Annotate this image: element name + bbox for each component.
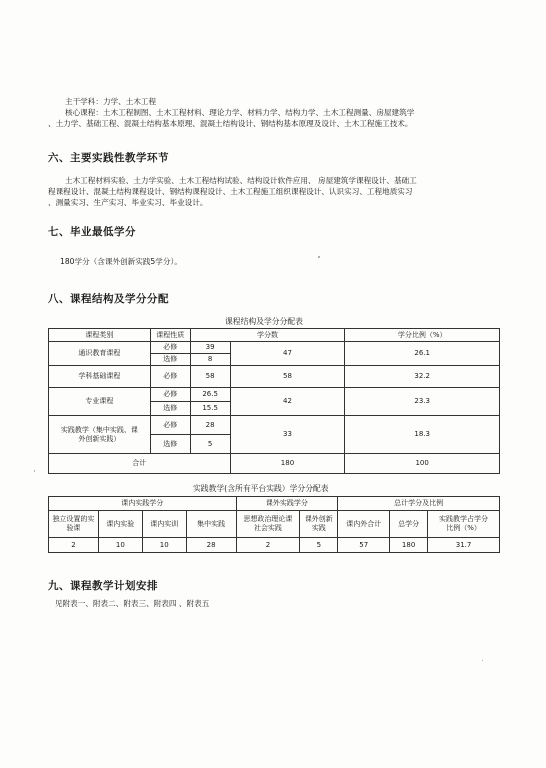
ratio-cell: 26.1 — [345, 342, 500, 366]
credit-structure-table — [48, 328, 500, 474]
nature-cell: 必修 — [150, 388, 190, 402]
table-total-row — [49, 454, 500, 474]
header-nature: 课程性质 — [150, 329, 190, 342]
header-independent-lab — [49, 511, 99, 538]
main-subjects-text: 主干学科：力学、土木工程 — [65, 97, 157, 106]
total-cell: 58 — [230, 366, 345, 388]
value-cell: 5 — [300, 538, 338, 553]
grand-ratio: 100 — [345, 454, 500, 474]
credit-cell: 39 — [190, 342, 230, 354]
credit-cell: 28 — [190, 416, 230, 435]
header-line: 课外创新 — [304, 515, 333, 523]
header-line: 独立设置的实 — [52, 515, 95, 523]
category-major: 专业课程 — [49, 388, 151, 416]
scan-speck — [482, 660, 483, 661]
header-line: 思想政治理论课 — [243, 515, 293, 523]
total-cell: 33 — [230, 416, 345, 454]
table2-title: 实践教学(含所有平台实践）学分分配表 — [193, 484, 329, 493]
group-total: 总计学分及比例 — [338, 497, 500, 511]
header-political-practice — [236, 511, 300, 538]
ratio-cell: 23.3 — [345, 388, 500, 416]
table-row — [49, 416, 500, 435]
min-credits-text: 180学分（含课外创新实践5学分）。 — [60, 257, 182, 266]
table-row — [49, 388, 500, 402]
header-ratio: 学分比例（%） — [345, 329, 500, 342]
category-general: 通识教育课程 — [49, 342, 151, 366]
table1-title: 课程结构及学分分配表 — [225, 317, 303, 326]
core-courses-line1: 核心课程：土木工程制图、土木工程材料、理论力学、材料力学、结构力学、土木工程测量、房屋建筑学 — [65, 108, 415, 117]
header-line: 验课 — [66, 524, 81, 532]
credit-cell: 5 — [190, 435, 230, 454]
group-in-class: 课内实践学分 — [49, 497, 237, 511]
grand-total: 180 — [230, 454, 345, 474]
nature-cell: 选修 — [150, 435, 190, 454]
table-row — [49, 342, 500, 354]
section7-heading: 七、毕业最低学分 — [48, 226, 136, 238]
header-total-credits: 总学分 — [390, 511, 428, 538]
header-innovation-practice — [300, 511, 338, 538]
category-practice-line2: 外创新实践） — [78, 434, 121, 443]
header-credits: 学分数 — [190, 329, 345, 342]
credit-cell: 26.5 — [190, 388, 230, 402]
practice-credit-table — [48, 496, 500, 553]
nature-cell: 必修 — [150, 416, 190, 435]
table-group-row — [49, 497, 500, 511]
value-cell: 2 — [236, 538, 300, 553]
section6-line2: 程课程设计、混凝土结构课程设计、钢结构课程设计、土木工程施工组织课程设计、认识实习、工程地质实习 — [48, 187, 413, 196]
ratio-cell: 32.2 — [345, 366, 500, 388]
value-cell: 31.7 — [428, 538, 500, 553]
appendix-reference: 见附表一、附表二、附表三、附表四 、附表五 — [55, 599, 210, 608]
nature-cell: 选修 — [150, 402, 190, 416]
nature-cell: 必修 — [150, 342, 190, 354]
header-concentrated-practice: 集中实践 — [186, 511, 236, 538]
table-row — [49, 366, 500, 388]
table-header-row — [49, 511, 500, 538]
total-cell: 47 — [230, 342, 345, 366]
value-cell: 10 — [98, 538, 142, 553]
table-row — [49, 538, 500, 553]
header-practice-ratio — [428, 511, 500, 538]
nature-cell: 选修 — [150, 354, 190, 366]
value-cell: 10 — [142, 538, 186, 553]
nature-cell: 必修 — [150, 366, 190, 388]
credit-cell: 15.5 — [190, 402, 230, 416]
total-cell: 42 — [230, 388, 345, 416]
section6-line3: 、测量实习、生产实习、毕业实习、毕业设计。 — [48, 198, 208, 207]
section9-heading: 九、课程教学计划安排 — [48, 580, 158, 592]
header-in-class-lab: 课内实验 — [98, 511, 142, 538]
section6-heading: 六、主要实践性教学环节 — [48, 152, 169, 164]
header-category: 课程类别 — [49, 329, 151, 342]
credit-cell: 58 — [190, 366, 230, 388]
value-cell: 180 — [390, 538, 428, 553]
section8-heading: 八、课程结构及学分分配 — [48, 293, 169, 305]
header-line: 社会实践 — [253, 524, 282, 532]
category-foundation: 学科基础课程 — [49, 366, 151, 388]
category-practice-line1: 实践教学（集中实践、课 — [60, 425, 138, 434]
header-line: 实践 — [311, 524, 326, 532]
scan-speck — [318, 256, 320, 258]
value-cell: 57 — [338, 538, 390, 553]
value-cell: 28 — [186, 538, 236, 553]
header-line: 比例（%） — [446, 524, 481, 532]
ratio-cell: 18.3 — [345, 416, 500, 454]
header-combined-total: 课内外合计 — [338, 511, 390, 538]
value-cell: 2 — [49, 538, 99, 553]
total-label: 合计 — [49, 454, 231, 474]
group-extracurricular: 课外实践学分 — [236, 497, 338, 511]
category-practice — [49, 416, 151, 454]
scan-speck — [34, 470, 35, 472]
table-header-row — [49, 329, 500, 342]
section6-line1: 土木工程材料实验、土力学实验、土木工程结构试验、结构设计软件应用、 房屋建筑学课程设计、基础工 — [65, 176, 417, 185]
credit-cell: 8 — [190, 354, 230, 366]
header-line: 实践教学占学分 — [439, 515, 489, 523]
core-courses-line2: 、土力学、基础工程、混凝土结构基本原理、混凝土结构设计、钢结构基本原理及设计、土木工程施工技术。 — [48, 119, 413, 128]
header-in-class-training: 课内实训 — [142, 511, 186, 538]
